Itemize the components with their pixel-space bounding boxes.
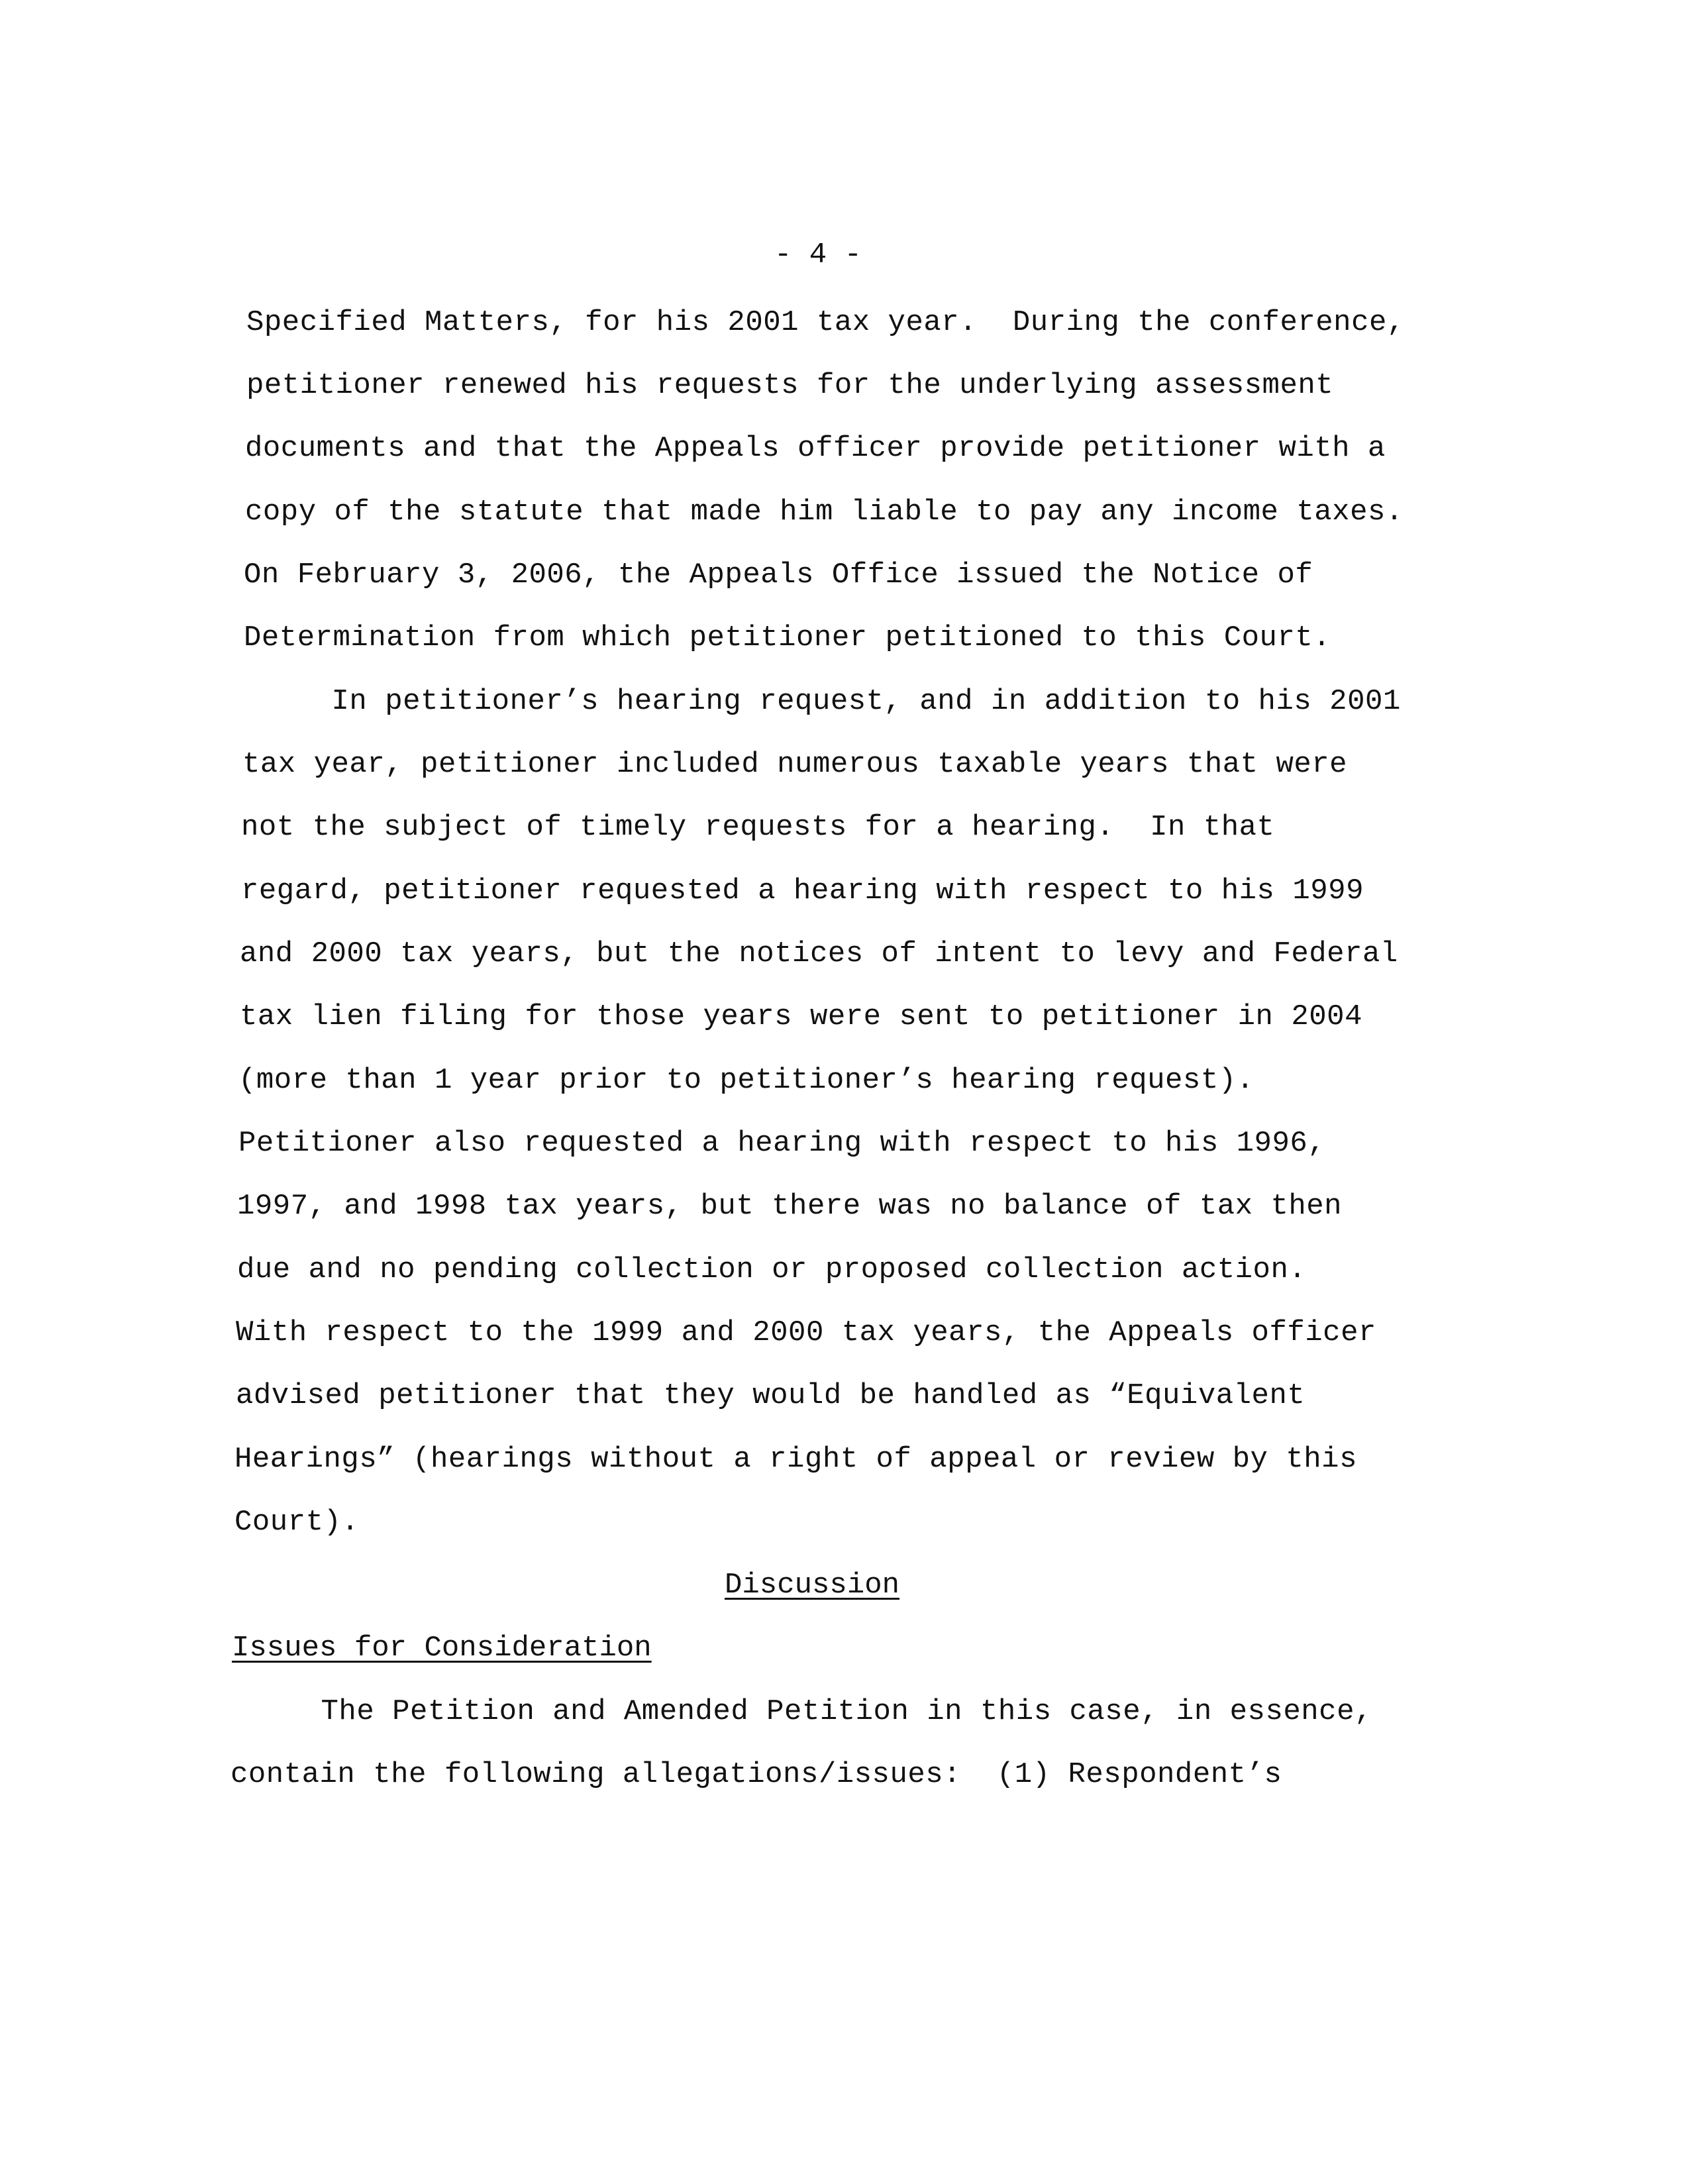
text-line: not the subject of timely requests for a hearing. In that	[241, 811, 1275, 844]
text-line: contain the following allegations/issues: (1) Respondent’s	[230, 1758, 1282, 1791]
text-line: With respect to the 1999 and 2000 tax years, the Appeals officer	[236, 1316, 1376, 1349]
text-line: copy of the statute that made him liable to pay any income taxes.	[245, 495, 1404, 529]
text-line: Determination from which petitioner petitioned to this Court.	[244, 621, 1331, 654]
text-line: Specified Matters, for his 2001 tax year. During the conference,	[246, 306, 1405, 339]
text-line: Court).	[234, 1506, 360, 1539]
subsection-heading: Issues for Consideration	[232, 1632, 652, 1665]
text-line: advised petitioner that they would be handled as “Equivalent	[236, 1379, 1305, 1412]
section-heading: Discussion	[725, 1569, 900, 1602]
text-line: documents and that the Appeals officer provide petitioner with a	[245, 432, 1386, 465]
text-line: tax lien filing for those years were sent to petitioner in 2004	[240, 1000, 1362, 1033]
text-line: (more than 1 year prior to petitioner’s hearing request).	[238, 1064, 1254, 1097]
page-number: - 4 -	[774, 238, 862, 272]
text-line: petitioner renewed his requests for the underlying assessment	[246, 369, 1334, 402]
text-line: The Petition and Amended Petition in this case, in essence,	[232, 1695, 1372, 1728]
text-line: In petitioner’s hearing request, and in addition to his 2001	[242, 685, 1401, 718]
text-line: tax year, petitioner included numerous taxable years that were	[242, 748, 1348, 781]
text-line: Hearings” (hearings without a right of appeal or review by this	[234, 1443, 1357, 1476]
text-line: due and no pending collection or proposed collection action.	[237, 1253, 1307, 1286]
text-line: and 2000 tax years, but the notices of intent to levy and Federal	[240, 937, 1398, 970]
text-line: On February 3, 2006, the Appeals Office issued the Notice of	[244, 558, 1313, 592]
text-line: regard, petitioner requested a hearing with respect to his 1999	[241, 874, 1364, 908]
text-line: Petitioner also requested a hearing with respect to his 1996,	[238, 1127, 1326, 1160]
text-line: 1997, and 1998 tax years, but there was no balance of tax then	[237, 1190, 1343, 1223]
